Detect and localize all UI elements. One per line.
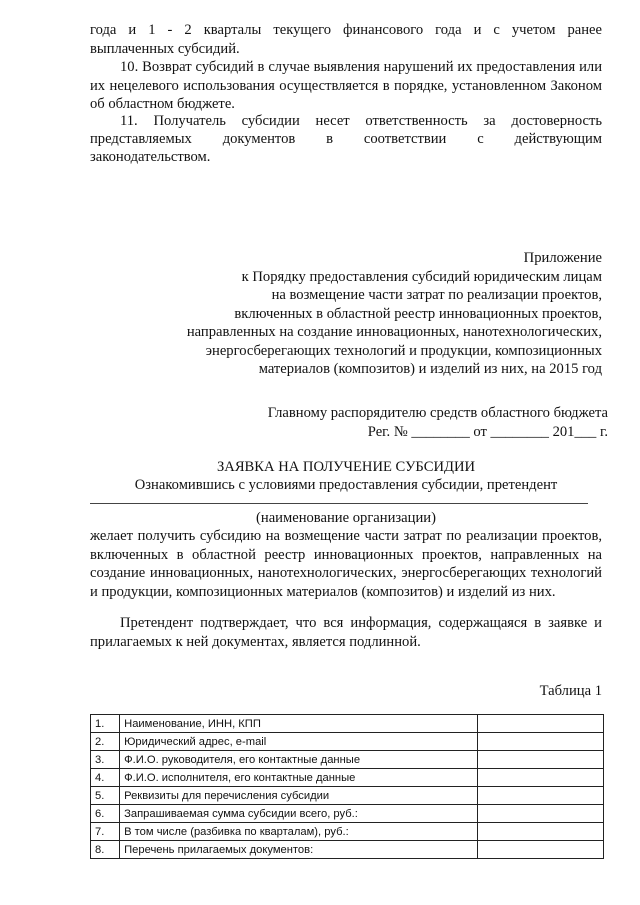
addressee-line: Главному распорядителю средств областного бюджета — [267, 405, 608, 421]
application-intro: Ознакомившись с условиями предоставления субсидии, претендент — [134, 477, 558, 493]
appendix-line: материалов (композитов) и изделий из них, на 2015 год — [258, 361, 602, 377]
row-number: 2. — [91, 733, 120, 751]
table-row — [91, 787, 604, 805]
row-label: Наименование, ИНН, КПП — [120, 715, 477, 733]
organization-caption: (наименование организации) — [256, 510, 436, 526]
row-label: Перечень прилагаемых документов: — [120, 841, 477, 859]
row-number: 4. — [91, 769, 120, 787]
requisites-table — [90, 714, 604, 859]
row-value-cell[interactable] — [477, 805, 604, 823]
appendix-line: направленных на создание инновационных, нанотехнологических, — [186, 324, 602, 340]
appendix-line: включенных в областной реестр инновационных проектов, — [234, 305, 602, 322]
table-row — [91, 805, 604, 823]
application-confirmation: Претендент подтверждает, что вся информация, содержащаяся в заявке и прилагаемых к ней документах, является подлинной. — [90, 615, 602, 650]
row-label: Юридический адрес, e-mail — [120, 733, 477, 751]
table-row — [91, 841, 604, 859]
row-number: 1. — [91, 715, 120, 733]
application-body: желает получить субсидию на возмещение части затрат по реализации проектов, включенных в областной реестр инновационных проектов, направленных на создание инновационных, нанотехнологических, энергосберегающих технологий и продукции, композиционных материалов (композитов) и изделий из них. — [90, 528, 602, 600]
clause-11-line-3: законодательством. — [90, 149, 211, 165]
application-title: ЗАЯВКА НА ПОЛУЧЕНИЕ СУБСИДИИ — [216, 459, 476, 475]
continuation-line: года и 1 - 2 кварталы текущего финансового года и с учетом ранее — [90, 22, 602, 38]
continuation-line-end: выплаченных субсидий. — [90, 41, 240, 57]
appendix-line: энергосберегающих технологий и продукции, композиционных — [205, 342, 602, 359]
table-caption: Таблица 1 — [539, 683, 602, 699]
row-value-cell[interactable] — [477, 841, 604, 859]
row-label: Запрашиваемая сумма субсидии всего, руб.: — [120, 805, 477, 823]
appendix-block — [90, 249, 602, 379]
organization-name-line — [90, 503, 588, 504]
row-label: В том числе (разбивка по кварталам), руб.: — [120, 823, 477, 841]
row-value-cell[interactable] — [477, 769, 604, 787]
table-row — [91, 733, 604, 751]
appendix-title: Приложение — [523, 250, 602, 266]
table-row — [91, 769, 604, 787]
row-number: 8. — [91, 841, 120, 859]
addressee-block — [90, 404, 608, 441]
registration-line: Рег. № ________ от ________ 201___ г. — [367, 423, 608, 440]
clause-10: 10. Возврат субсидий в случае выявления нарушений их предоставления или их нецелевого использования осуществляется в порядке, установленном Законом об областном бюджете. — [90, 59, 602, 112]
row-number: 3. — [91, 751, 120, 769]
appendix-line: к Порядку предоставления субсидий юридическим лицам — [241, 268, 602, 285]
row-number: 5. — [91, 787, 120, 805]
clause-11-line-2: представляемых документов в соответствии с действующим — [90, 131, 602, 147]
table-row — [91, 751, 604, 769]
row-label: Реквизиты для перечисления субсидии — [120, 787, 477, 805]
row-number: 6. — [91, 805, 120, 823]
clause-11-line-1: 11. Получатель субсидии несет ответственность за достоверность — [120, 113, 602, 129]
row-label: Ф.И.О. исполнителя, его контактные данные — [120, 769, 477, 787]
row-value-cell[interactable] — [477, 733, 604, 751]
row-value-cell[interactable] — [477, 787, 604, 805]
row-value-cell[interactable] — [477, 751, 604, 769]
appendix-line: на возмещение части затрат по реализации проектов, — [271, 287, 602, 303]
row-value-cell[interactable] — [477, 715, 604, 733]
table-row — [91, 823, 604, 841]
table-row — [91, 715, 604, 733]
row-value-cell[interactable] — [477, 823, 604, 841]
row-number: 7. — [91, 823, 120, 841]
row-label: Ф.И.О. руководителя, его контактные данные — [120, 751, 477, 769]
